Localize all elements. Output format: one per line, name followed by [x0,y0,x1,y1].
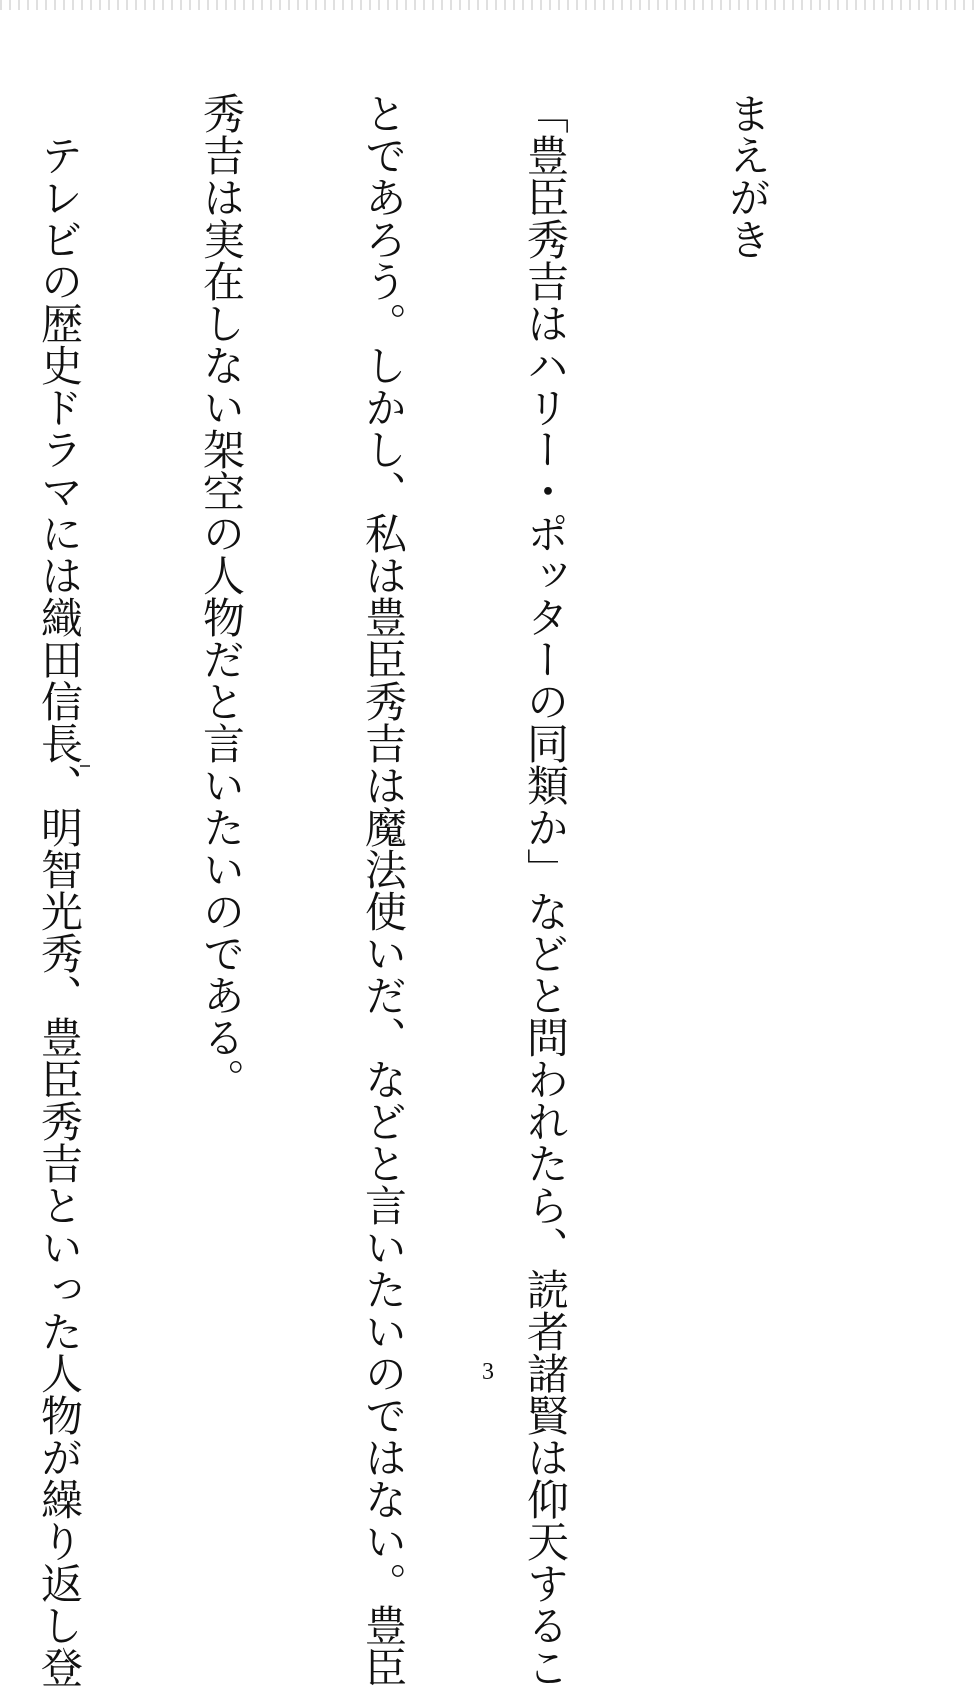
text-line: とであろう。しかし、私は豊臣秀吉は魔法使いだ、などと言いたいのではない。豊臣 [359,92,408,1688]
text-line: テレビの歴史ドラマには織田信長、明智光秀、豊臣秀吉といった人物が繰り返し登 [35,92,84,1688]
scan-noise-top [0,0,976,10]
text-line: 「豊臣秀吉はハリー・ポッターの同類か」などと問われたら、読者諸賢は仰天するこ [521,92,570,1688]
text-line: 秀吉は実在しない架空の人物だと言いたいのである。 [197,92,246,1100]
page-number: 3 [482,1359,494,1385]
page-heading: まえがき [723,92,772,260]
vertical-text-block [0,92,882,1688]
